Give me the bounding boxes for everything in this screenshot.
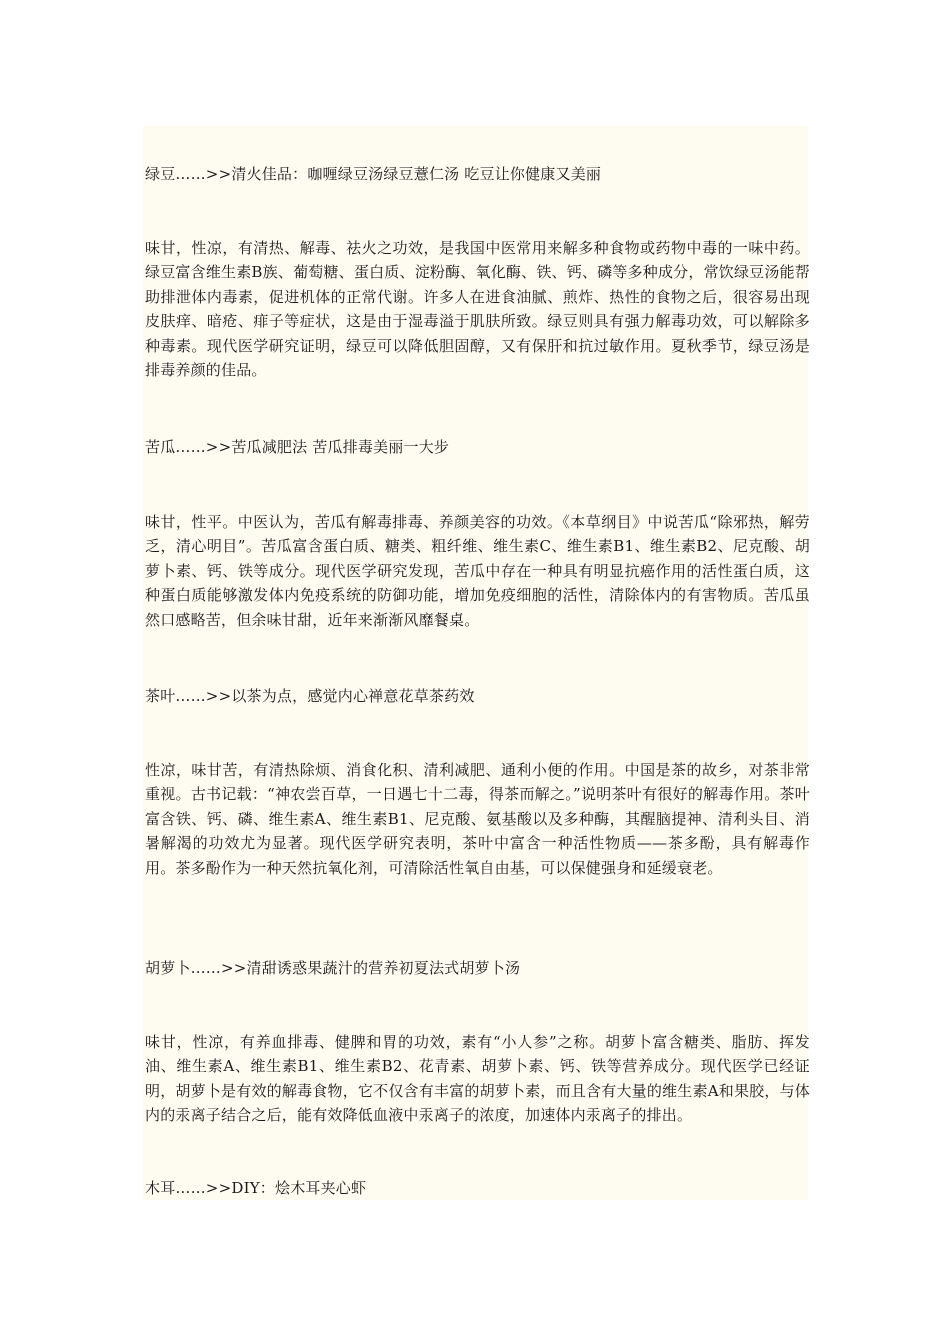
section-heading-mung-bean: 绿豆……>>清火佳品：咖喱绿豆汤绿豆薏仁汤 吃豆让你健康又美丽 bbox=[145, 165, 602, 183]
section-heading-bitter-melon: 苦瓜……>>苦瓜减肥法 苦瓜排毒美丽一大步 bbox=[145, 438, 450, 456]
section-heading-carrot: 胡萝卜……>>清甜诱惑果蔬汁的营养初夏法式胡萝卜汤 bbox=[145, 959, 521, 977]
section-body-tea: 性凉，味甘苦，有清热除烦、消食化积、清利减肥、通利小便的作用。中国是茶的故乡，对茶非常重视。古书记载：“神农尝百草，一日遇七十二毒，得茶而解之。”说明茶叶有很好的解毒作用。茶叶富含铁、钙、磷、维生素A、维生素B1、尼克酸、氨基酸以及多种酶，其醒脑提神、清利头目、消暑解渴的功效尤为显著。现代医学研究表明，茶叶中富含一种活性物质——茶多酚，具有解毒作用。茶多酚作为一种天然抗氧化剂，可清除活性氧自由基，可以保健强身和延缓衰老。 bbox=[145, 761, 810, 877]
section-body-bitter-melon: 味甘，性平。中医认为，苦瓜有解毒排毒、养颜美容的功效。《本草纲目》中说苦瓜“除邪热，解劳乏，清心明目”。苦瓜富含蛋白质、糖类、粗纤维、维生素C、维生素B1、维生素B2、尼克酸、胡萝卜素、钙、铁等成分。现代医学研究发现，苦瓜中存在一种具有明显抗癌作用的活性蛋白质，这种蛋白质能够激发体内免疫系统的防御功能，增加免疫细胞的活性，清除体内的有害物质。苦瓜虽然口感略苦，但余味甘甜，近年来渐渐风靡餐桌。 bbox=[145, 513, 810, 629]
section-body-carrot: 味甘，性凉，有养血排毒、健脾和胃的功效，素有“小人参”之称。胡萝卜富含糖类、脂肪、挥发油、维生素A、维生素B1、维生素B2、花青素、胡萝卜素、钙、铁等营养成分。现代医学已经证明，胡萝卜是有效的解毒食物，它不仅含有丰富的胡萝卜素，而且含有大量的维生素A和果胶，与体内的汞离子结合之后，能有效降低血液中汞离子的浓度，加速体内汞离子的排出。 bbox=[145, 1033, 810, 1125]
section-heading-tea: 茶叶……>>以茶为点，感觉内心禅意花草茶药效 bbox=[145, 687, 475, 705]
section-body-mung-bean: 味甘，性凉，有清热、解毒、祛火之功效，是我国中医常用来解多种食物或药物中毒的一味中药。绿豆富含维生素B族、葡萄糖、蛋白质、淀粉酶、氧化酶、铁、钙、磷等多种成分，常饮绿豆汤能帮助排泄体内毒素，促进机体的正常代谢。许多人在进食油腻、煎炸、热性的食物之后，很容易出现皮肤痒、暗疮、痱子等症状，这是由于湿毒溢于肌肤所致。绿豆则具有强力解毒功效，可以解除多种毒素。现代医学研究证明，绿豆可以降低胆固醇，又有保肝和抗过敏作用。夏秋季节，绿豆汤是排毒养颜的佳品。 bbox=[145, 239, 810, 380]
section-heading-wood-ear: 木耳……>>DIY：烩木耳夹心虾 bbox=[145, 1179, 367, 1197]
